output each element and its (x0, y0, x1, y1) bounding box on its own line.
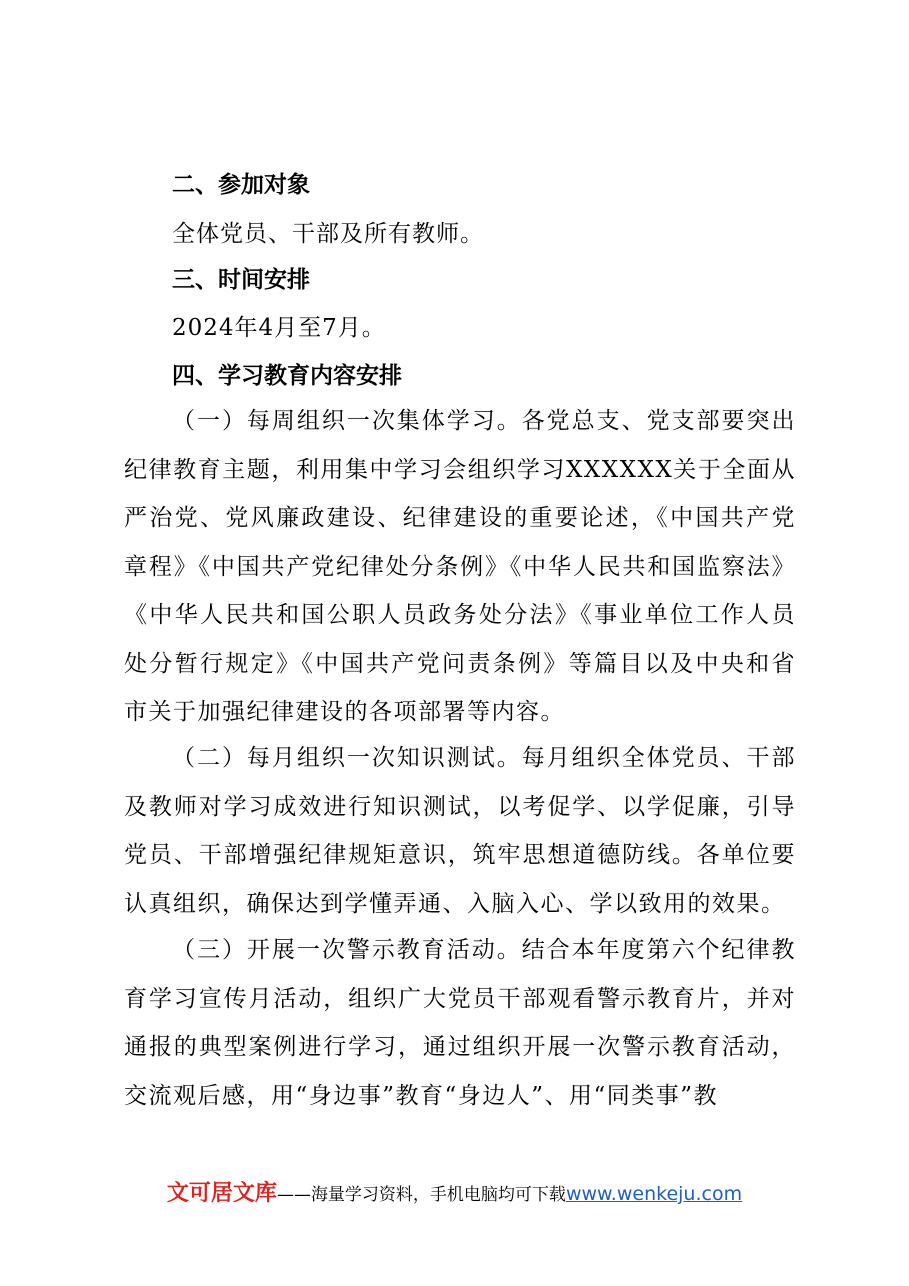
footer-brand: 文可居文库 (166, 1181, 277, 1206)
paragraph-weekly-study: （一）每周组织一次集体学习。各党总支、党支部要突出纪律教育主题，利用集中学习会组织学习XXXXXX关于全面从严治党、党风廉政建设、纪律建设的重要论述，《中国共产党章程》《中国共产党纪律处分条例》《中华人民共和国监察法》《中华人民共和国公职人员政务处分法》《事业单位工作人员处分暂行规定》《中国共产党问责条例》等篇目以及中央和省市关于加强纪律建设的各项部署等内容。 (124, 408, 796, 725)
section-heading-participants: 二、参加对象 (172, 172, 310, 198)
paragraph-monthly-test: （二）每月组织一次知识测试。每月组织全体党员、干部及教师对学习成效进行知识测试，以考促学、以学促廉，引导党员、干部增强纪律规矩意识，筑牢思想道德防线。各单位要认真组织，确保达到学懂弄通、入脑入心、学以致用的效果。 (124, 745, 796, 917)
participants-text: 全体党员、干部及所有教师。 (172, 221, 484, 247)
section-heading-schedule: 三、时间安排 (172, 267, 310, 293)
paragraph-warning-education: （三）开展一次警示教育活动。结合本年度第六个纪律教育学习宣传月活动，组织广大党员干部观看警示教育片，并对通报的典型案例进行学习，通过组织开展一次警示教育活动，交流观后感，用“身边事”教育“身边人”、用“同类事”教 (124, 937, 796, 1109)
schedule-text: 2024年4月至7月。 (172, 315, 386, 341)
footer-banner (0, 1179, 909, 1210)
section-heading-content-arrangement: 四、学习教育内容安排 (172, 363, 402, 389)
footer-slogan: ——海量学习资料，手机电脑均可下载 (276, 1185, 566, 1205)
footer-link[interactable]: www.wenkeju.com (565, 1183, 743, 1205)
